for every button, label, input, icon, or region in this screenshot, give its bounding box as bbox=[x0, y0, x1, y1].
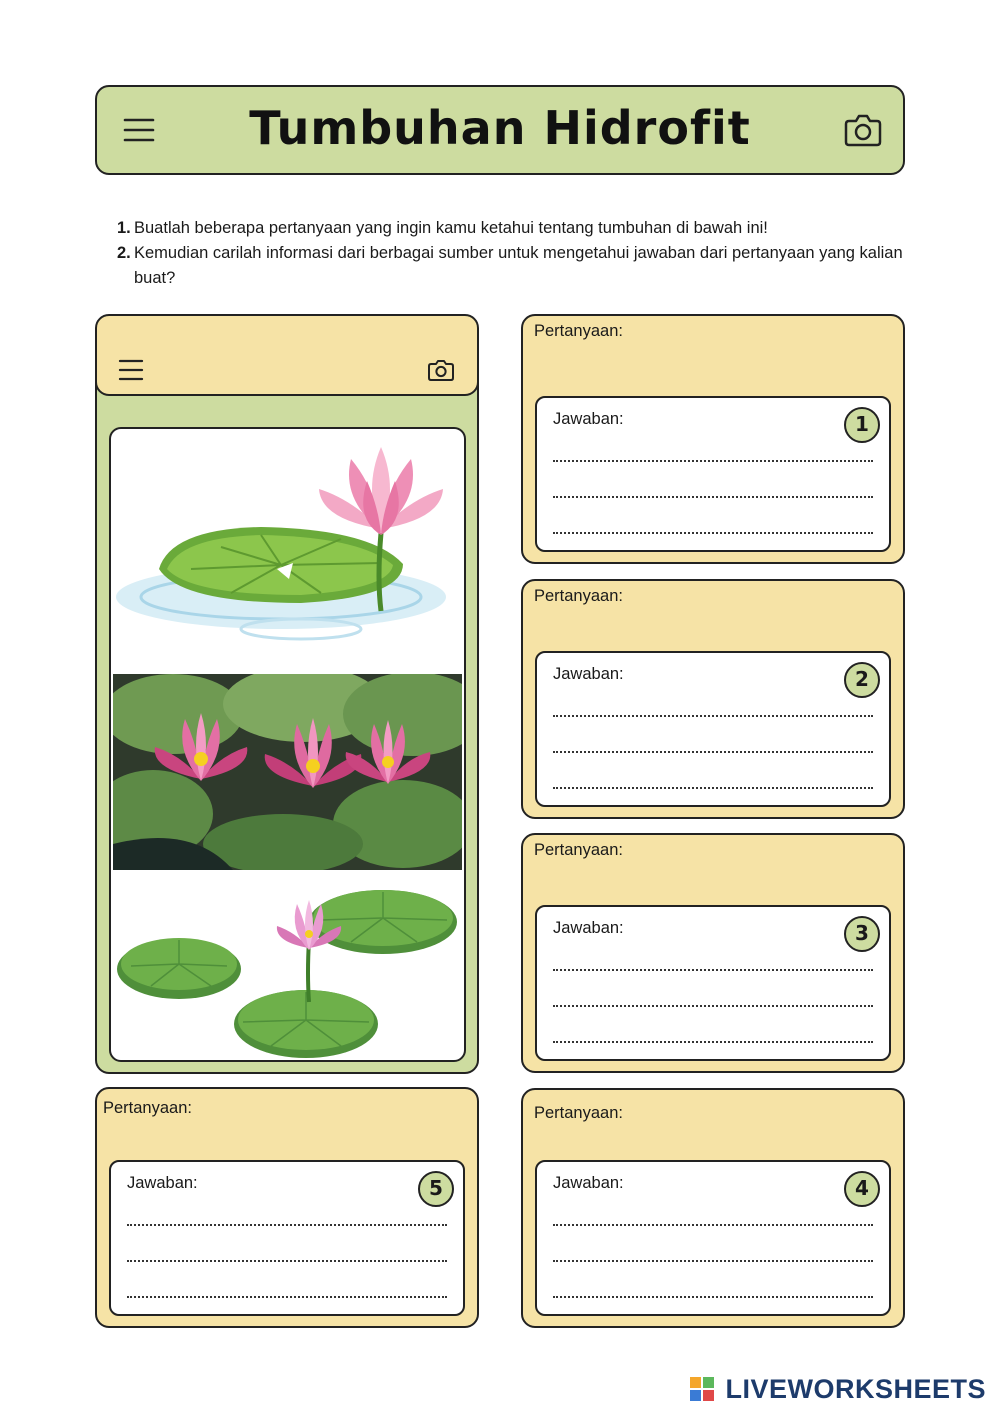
answer-label: Jawaban: bbox=[553, 1174, 624, 1192]
instruction-text: Buatlah beberapa pertanyaan yang ingin kamu ketahui tentang tumbuhan di bawah ini! bbox=[134, 219, 768, 237]
plant-photo-frame bbox=[109, 427, 466, 1062]
answer-line[interactable] bbox=[553, 1005, 873, 1007]
question-card-1 bbox=[521, 314, 905, 564]
answer-line[interactable] bbox=[127, 1260, 447, 1262]
answer-line[interactable] bbox=[553, 787, 873, 789]
number-badge: 1 bbox=[844, 407, 880, 443]
camera-icon[interactable] bbox=[427, 358, 455, 382]
question-card-5 bbox=[95, 1087, 479, 1328]
answer-line[interactable] bbox=[553, 1296, 873, 1298]
answer-box[interactable] bbox=[535, 1160, 891, 1316]
instructions-list bbox=[115, 216, 905, 291]
answer-label: Jawaban: bbox=[127, 1174, 198, 1192]
phone-mockup bbox=[95, 314, 479, 1074]
answer-line[interactable] bbox=[553, 532, 873, 534]
instruction-number: 1. bbox=[117, 219, 131, 237]
menu-icon[interactable] bbox=[118, 358, 144, 382]
answer-line[interactable] bbox=[553, 751, 873, 753]
question-label: Pertanyaan: bbox=[103, 1099, 192, 1117]
instruction-item bbox=[115, 241, 905, 291]
instruction-text: Kemudian carilah informasi dari berbagai sumber untuk mengetahui jawaban dari pertanyaan yang kalian buat? bbox=[134, 244, 903, 287]
answer-line[interactable] bbox=[127, 1224, 447, 1226]
question-label: Pertanyaan: bbox=[534, 322, 623, 340]
liveworksheets-logo bbox=[686, 1374, 986, 1406]
lotus-illustration bbox=[111, 429, 463, 669]
answer-line[interactable] bbox=[553, 496, 873, 498]
water-lily-photo bbox=[113, 674, 462, 870]
question-card-2 bbox=[521, 579, 905, 819]
answer-box[interactable] bbox=[535, 905, 891, 1061]
question-label: Pertanyaan: bbox=[534, 1104, 623, 1122]
camera-icon[interactable] bbox=[843, 111, 883, 149]
question-label: Pertanyaan: bbox=[534, 587, 623, 605]
question-card-3 bbox=[521, 833, 905, 1073]
logo-icon bbox=[690, 1377, 716, 1403]
instruction-number: 2. bbox=[117, 244, 131, 262]
question-label: Pertanyaan: bbox=[534, 841, 623, 859]
answer-label: Jawaban: bbox=[553, 665, 624, 683]
answer-box[interactable] bbox=[109, 1160, 465, 1316]
number-badge: 2 bbox=[844, 662, 880, 698]
number-badge: 4 bbox=[844, 1171, 880, 1207]
answer-line[interactable] bbox=[127, 1296, 447, 1298]
answer-box[interactable] bbox=[535, 396, 891, 552]
brand-name: LIVEWORKSHEETS bbox=[725, 1374, 986, 1404]
answer-line[interactable] bbox=[553, 969, 873, 971]
answer-label: Jawaban: bbox=[553, 410, 624, 428]
answer-line[interactable] bbox=[553, 1260, 873, 1262]
answer-line[interactable] bbox=[553, 715, 873, 717]
number-badge: 3 bbox=[844, 916, 880, 952]
header-bar bbox=[95, 85, 905, 175]
answer-box[interactable] bbox=[535, 651, 891, 807]
answer-line[interactable] bbox=[553, 1041, 873, 1043]
number-badge: 5 bbox=[418, 1171, 454, 1207]
phone-top-bar bbox=[95, 314, 479, 396]
answer-line[interactable] bbox=[553, 1224, 873, 1226]
question-card-4 bbox=[521, 1088, 905, 1328]
page-title: Tumbuhan Hidrofit bbox=[249, 101, 751, 155]
answer-label: Jawaban: bbox=[553, 919, 624, 937]
answer-line[interactable] bbox=[553, 460, 873, 462]
instruction-item bbox=[115, 216, 905, 241]
water-lily-illustration bbox=[111, 874, 463, 1062]
